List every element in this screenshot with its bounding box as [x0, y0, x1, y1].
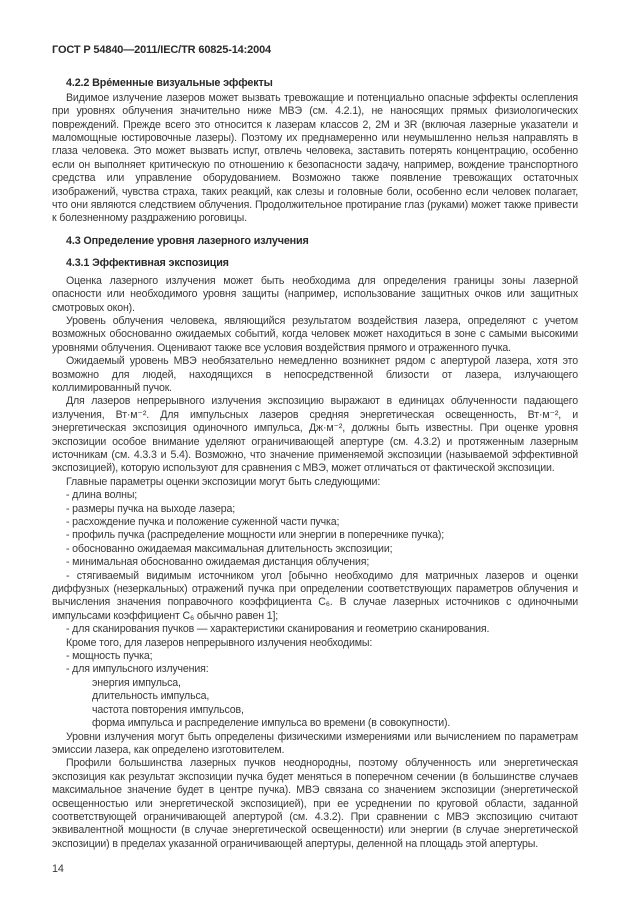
- paragraph-cw-units: Для лазеров непрерывного излучения экспозицию выражают в единицах облученности падающего излучения, Вт·м⁻². Для импульсных лазеров средняя энергетическая освещенность, Вт·м⁻², и энергетическая экспозиция одиночного импульса, Дж·м⁻², должны быть известны. При оценке уровня экспозиции особое внимание уделяют ограничивающей апертуре (см. 4.3.2) и протяженным лазерным источникам (см. 4.3.3 и 5.4). Возможно, что значение применяемой экспозиции (называемой эффективной экспозицией), которую используют для сравнения с МВЭ, может отличаться от фактической экспозиции.: [52, 395, 578, 475]
- list-item-min-distance: - минимальная обоснованно ожидаемая дистанция облучения;: [66, 556, 370, 569]
- paragraph-beam-profiles: Профили большинства лазерных пучков неоднородны, поэтому облученность или энергетическая экспозиция как результат экспозиции пучка будет меняться в поперечном сечении (в большинстве случаев максимальное значение будет в центре пучка). МВЭ связана со значением экспозиции (энергетической освещенностью или энергетической экспозицией), при ее усреднении по круговой области, заданной соответствующей ограничивающей апертурой (см. 4.3.2). При сравнении с МВЭ экспозицию считают эквивалентной мощности (в случае энергетической освещенности) или энергии (в случае энергетической экспозиции) в пределах указанной ограничивающей апертуры, деленной на площадь этой апертуры.: [52, 757, 578, 850]
- paragraph-measurement: Уровни излучения могут быть определены физическими измерениями или вычислением по параметрам эмиссии лазера, как определено изготовителем.: [52, 730, 578, 756]
- sub-item-pulse-rate: частота повторения импульсов,: [92, 703, 244, 716]
- paragraph-exposure-level: Уровень облучения человека, являющийся результатом воздействия лазера, определяют с учетом возможных обоснованно ожидаемых событий, когда человек может находиться в зоне с самыми высокими уровнями облучения. Оценивают также все условия воздействия прямого и отраженного пучка.: [52, 314, 578, 354]
- page-number: 14: [52, 863, 64, 876]
- heading-4-2-2: 4.2.2 Вре́менные визуальные эффекты: [66, 77, 273, 90]
- paragraph-parameters-intro: Главные параметры оценки экспозиции могут быть следующими:: [66, 475, 381, 488]
- sub-item-pulse-duration: длительность импульса,: [92, 690, 210, 703]
- list-item-beam-size: - размеры пучка на выходе лазера;: [66, 502, 236, 515]
- list-item-wavelength: - длина волны;: [66, 489, 138, 502]
- list-item-beam-power: - мощность пучка;: [66, 650, 153, 663]
- list-item-max-duration: - обоснованно ожидаемая максимальная длительность экспозиции;: [66, 542, 393, 555]
- paragraph-exposure-need: Оценка лазерного излучения может быть необходима для определения границы зоны лазерной опасности или необходимого уровня защиты (например, использование защитных очков или защитных смотровых окон).: [52, 274, 578, 314]
- paragraph-cw-required-intro: Кроме того, для лазеров непрерывного излучения необходимы:: [66, 636, 373, 649]
- sub-item-pulse-shape: форма импульса и распределение импульса во времени (в совокупности).: [92, 717, 451, 730]
- sub-item-pulse-energy: энергия импульса,: [92, 676, 181, 689]
- list-item-pulsed-radiation: - для импульсного излучения:: [66, 663, 209, 676]
- list-item-beam-profile: - профиль пучка (распределение мощности или энергии в поперечнике пучка);: [66, 529, 445, 542]
- heading-4-3-1: 4.3.1 Эффективная экспозиция: [66, 257, 229, 270]
- list-item-scanning: - для сканирования пучков — характеристики сканирования и геометрию сканирования.: [66, 623, 490, 636]
- running-header: ГОСТ Р 54840—2011/IEC/TR 60825-14:2004: [52, 44, 272, 56]
- list-item-subtended-angle: - стягиваемый видимым источником угол [обычно необходимо для матричных лазеров и оценки диффузных (незеркальных) отражений пучка при определении соответствующих параметров облучения и вычисления значения поправочного коэффициента С₆. В случае лазерных источников с одиночными импульсами коэффициент С₆ обычно равен 1];: [52, 569, 578, 622]
- paragraph-visual-effects: Видимое излучение лазеров может вызвать тревожащие и потенциально опасные эффекты ослепления при уровнях облучения значительно ниже МВЭ (см. 4.2.1), не наносящих прямых физиологических повреждений. Прежде всего это относится к лазерам классов 2, 2М и 3R (включая лазерные указатели и маломощные юстировочные лазеры). Поэтому их преднамеренно или неумышленно нельзя направлять в глаза человека. Это может вызвать испуг, отвлечь человека, заставить потерять концентрацию, особенно если он выполняет критическую по отношению к безопасности задачу, например, вождение транспортного средства или управление оборудованием. Возможно также появление тревожащих остаточных изображений, чувства страха, таких реакций, как слезы и головные боли, особенно если человек полагает, что они являются следствием облучения. Продолжительное протирание глаз (руками) может также привести к болезненному раздражению роговицы.: [52, 91, 578, 225]
- heading-4-3: 4.3 Определение уровня лазерного излучения: [66, 234, 309, 247]
- paragraph-mpe-aperture: Ожидаемый уровень МВЭ необязательно немедленно возникнет рядом с апертурой лазера, хотя это возможно для людей, находящихся в непосредственной близости от лазера, излучающего коллимированный пучок.: [52, 355, 578, 394]
- list-item-divergence: - расхождение пучка и положение суженной части пучка;: [66, 516, 340, 528]
